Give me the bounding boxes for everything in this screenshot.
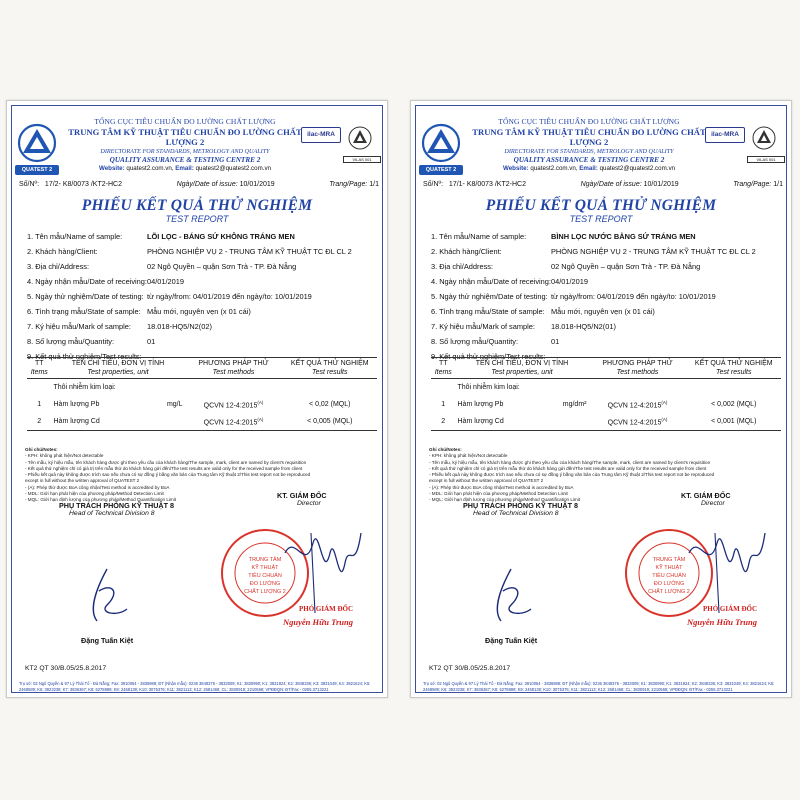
org-line-4: QUALITY ASSURANCE & TESTING CENTRE 2 [109,156,261,164]
table-row [27,413,377,431]
form-code: KT2 QT 30/B.05/25.8.2017 [429,665,511,672]
report-title [411,197,791,224]
field-row [27,274,379,289]
vilas-label: VILAS 001 [747,156,785,163]
svg-text:ĐO LƯỜNG: ĐO LƯỜNG [249,581,281,587]
row-property: Hàm lượng Pb mg/dm² [457,401,587,408]
email-link[interactable]: quatest2@quatest2.com.vn [195,165,271,172]
email-label: Email: [579,165,598,172]
org-line-2: TRUNG TÂM KỸ THUẬT TIÊU CHUẨN ĐO LƯỜNG CHẤT LƯỢNG 2 [472,127,706,147]
row-number: 2 [431,413,456,431]
svg-text:TIÊU CHUẨN: TIÊU CHUẨN [248,573,282,579]
col-property: TÊN CHỈ TIÊU, ĐƠN VỊ TÍNH Test properties, unit [456,358,589,379]
director-subtitle: Director [701,500,725,507]
group-label: Thôi nhiễm kim loại: [53,384,116,391]
note-line: except in full without the written approval of QUATEST 2 [429,478,544,484]
note-line: - Tên mẫu, ký hiệu mẫu, tên khách hàng được ghi theo yêu cầu của khách hàng/The sample, mark, client are named by client's requisition [429,459,711,465]
field-row [27,229,379,244]
org-line-1: TỔNG CỤC TIÊU CHUẨN ĐO LƯỜNG CHẤT LƯỢNG [498,117,680,126]
quatest-triangle-icon [419,123,463,165]
results-table [27,357,377,431]
field-value: 04/01/2019 [551,277,588,286]
field-label: 1. Tên mẫu/Name of sample: [27,232,123,241]
sample-fields [431,229,783,364]
svg-text:KỸ THUẬT: KỸ THUẬT [251,565,279,571]
org-line-2: TRUNG TÂM KỸ THUẬT TIÊU CHUẨN ĐO LƯỜNG CHẤT LƯỢNG 2 [68,127,302,147]
head-signature [481,561,541,631]
report-header [13,117,381,177]
contact-line [65,165,305,172]
page-number: Trang/Page: 1/1 [733,181,783,188]
ilac-mra-badge: ilac-MRA [705,127,745,143]
title-english: TEST REPORT [569,214,633,224]
table-row [431,396,781,413]
vilas-label: VILAS 001 [343,156,381,163]
note-line: - MDL: Giới hạn phát hiện của phương pháp/Method Detection Limit [429,491,568,497]
field-label: 4. Ngày nhận mẫu/Date of receiving: [27,277,147,286]
quatest-logo [419,123,463,175]
row-result: < 0,005 (MQL) [283,413,378,431]
table-group-row [431,379,781,397]
field-label: 4. Ngày nhận mẫu/Date of receiving: [431,277,551,286]
col-method: PHƯƠNG PHÁP THỬ Test methods [185,358,283,379]
sample-fields [27,229,379,364]
svg-text:ĐO LƯỜNG: ĐO LƯỜNG [653,581,685,587]
director-title: KT. GIÁM ĐỐC [277,491,327,500]
director-title: KT. GIÁM ĐỐC [681,491,731,500]
field-label: 6. Tình trạng mẫu/State of sample: [27,307,141,316]
svg-text:TRUNG TÂM: TRUNG TÂM [248,557,282,563]
table-group-row [27,379,377,397]
field-label: 7. Ký hiệu mẫu/Mark of sample: [27,322,131,331]
svg-text:KỸ THUẬT: KỸ THUẬT [655,565,683,571]
field-value: từ ngày/from: 04/01/2019 đến ngày/to: 10/01/2019 [147,292,312,301]
notes-heading: Ghi chú/Notes: [25,447,58,452]
test-report-left [6,100,388,698]
field-value: 01 [147,337,156,346]
note-line: - (A): Phép thử được BoA công nhận/Test method is accredited by BoA [429,484,574,490]
quatest-triangle-icon [15,123,59,165]
deputy-title: PHÓ GIÁM ĐỐC [299,605,354,613]
field-label: 8. Số lượng mẫu/Quantity: [431,337,519,346]
accreditation-badges [705,125,785,165]
field-value: 02 Ngô Quyền – quận Sơn Trà - TP. Đà Nẵng [551,262,701,271]
field-value: Mẫu mới, nguyên vẹn (x 01 cái) [551,307,655,316]
note-line: - (A): Phép thử được BoA công nhận/Test method is accredited by BoA [25,484,170,490]
director-subtitle: Director [297,500,321,507]
row-method: QCVN $12-4:2015^{(A)}$ [607,399,668,410]
field-label: 7. Ký hiệu mẫu/Mark of sample: [431,322,535,331]
email-label: Email: [175,165,194,172]
note-line: - MQL: Giới hạn định lượng của phương pháp/Method Quantification Limit [429,497,581,503]
org-line-3: DIRECTORATE FOR STANDARDS, METROLOGY AND QUALITY [504,148,674,155]
svg-text:CHẤT LƯỢNG 2: CHẤT LƯỢNG 2 [648,589,690,595]
deputy-title: PHÓ GIÁM ĐỐC [703,605,758,613]
row-method: QCVN $12-4:2015^{(A)}$ [589,413,687,431]
field-value: LÕI LỌC - BÁNG SỨ KHÔNG TRÁNG MEN [147,232,295,241]
field-label: 2. Khách hàng/Client: [431,247,502,256]
col-tt: TT Items [431,358,456,379]
head-subtitle: Head of Technical Division 8 [69,510,155,517]
logo-label: QUATEST 2 [419,165,463,175]
note-line: - KPH: không phát hiện/Not detectable [429,453,508,459]
field-label: 9. Kết quả thử nghiệm/Test results: [27,352,142,361]
field-row [431,334,783,349]
col-method: PHƯƠNG PHÁP THỬ Test methods [589,358,687,379]
head-signature [77,561,137,631]
report-title [7,197,387,224]
field-row [431,259,783,274]
field-value: 04/01/2019 [147,277,184,286]
org-line-3: DIRECTORATE FOR STANDARDS, METROLOGY AND QUALITY [100,148,270,155]
website-link[interactable]: quatest2.com.vn, [530,165,578,172]
org-line-1: TỔNG CỤC TIÊU CHUẨN ĐO LƯỜNG CHẤT LƯỢNG [94,117,276,126]
note-line: - MDL: Giới hạn phát hiện của phương pháp/Method Detection Limit [25,491,164,497]
website-link[interactable]: quatest2.com.vn, [126,165,174,172]
field-label: 1. Tên mẫu/Name of sample: [431,232,527,241]
field-row [27,289,379,304]
note-line: except in full without the written approval of QUATEST 2 [25,478,140,484]
col-result: KẾT QUẢ THỬ NGHIỆM Test results [687,358,782,379]
logo-label: QUATEST 2 [15,165,59,175]
field-label: 8. Số lượng mẫu/Quantity: [27,337,115,346]
contact-line [469,165,709,172]
row-property: Hàm lượng Pb mg/L [53,401,183,408]
row-method: QCVN $12-4:2015^{(A)}$ [185,413,283,431]
report-meta [19,181,379,188]
field-value: PHÒNG NGHIỆP VỤ 2 - TRUNG TÂM KỸ THUẬT TC ĐL CL 2 [551,247,756,256]
field-label: 3. Địa chỉ/Address: [431,262,494,271]
title-vietnamese: PHIẾU KẾT QUẢ THỬ NGHIỆM [485,197,717,214]
quatest-logo [15,123,59,175]
field-label: 3. Địa chỉ/Address: [27,262,90,271]
col-tt: TT Items [27,358,52,379]
deputy-name: Nguyễn Hữu Trung [687,617,757,627]
vilas-emblem-icon [347,125,373,155]
form-code: KT2 QT 30/B.05/25.8.2017 [25,665,107,672]
report-header [417,117,785,177]
footer-contacts: Trụ sở: 02 Ngô Quyền & 97 Lý Thái Tổ - Đà Nẵng; Fax: 3910064 - 3836988; ĐT (Nhận mẫu): 0236 3848376 - 3833009; K1: 3830990; K1: 3831824; K2: 3848336; K3: 3831049; K4: 3821624; K5: 2468589; K6: 3923238; K7: 3836367; K8: 6278889; K9: 2468139; K10: 3075376; K11: 3821113; K12: 2681468; CL: 3830919; 2210568; VPĐĐQN: ĐT/Fax - 0255.3713221 [19,681,371,692]
row-property: Hàm lượng Cd [52,413,185,431]
title-vietnamese: PHIẾU KẾT QUẢ THỬ NGHIỆM [81,197,313,214]
test-report-right [410,100,792,698]
field-value: 01 [551,337,560,346]
field-label: 6. Tình trạng mẫu/State of sample: [431,307,545,316]
field-row [431,244,783,259]
field-row [431,274,783,289]
issue-date: Ngày/Date of issue: 10/01/2019 [176,181,275,188]
ilac-mra-badge: ilac-MRA [301,127,341,143]
report-meta [423,181,783,188]
field-row [27,334,379,349]
head-name: Đặng Tuấn Kiệt [485,636,538,645]
note-line: - MQL: Giới hạn định lượng của phương pháp/Method Quantification Limit [25,497,177,503]
accreditation-badges [301,125,381,165]
footer-contacts: Trụ sở: 02 Ngô Quyền & 97 Lý Thái Tổ - Đà Nẵng; Fax: 3910064 - 3836988; ĐT (Nhận mẫu): 0236 3848376 - 3833009; K1: 3830990; K1: 3831824; K2: 3848336; K3: 3831049; K4: 3821624; K5: 2468589; K6: 3923238; K7: 3836367; K8: 6278889; K9: 2468139; K10: 3075376; K11: 3821113; K12: 2681468; CL: 3830919; 2210568; VPĐĐQN: ĐT/Fax - 0255.3713221 [423,681,775,692]
vilas-emblem-icon [751,125,777,155]
col-result: KẾT QUẢ THỬ NGHIỆM Test results [283,358,378,379]
field-row [27,319,379,334]
field-row [431,319,783,334]
title-english: TEST REPORT [165,214,229,224]
organization-block [65,117,305,172]
page-number: Trang/Page: 1/1 [329,181,379,188]
row-number: 1 [37,401,42,408]
row-property: Hàm lượng Cd [456,413,589,431]
field-value: 18.018-HQ5/N2(02) [147,322,212,331]
notes-heading: Ghi chú/Notes: [429,447,462,452]
field-value: 02 Ngô Quyền – quận Sơn Trà - TP. Đà Nẵng [147,262,297,271]
note-line: - Kết quả thử nghiệm chỉ có giá trị trên mẫu thử do khách hàng gửi đến/The test results are valid only for the received sample from client [429,465,707,471]
row-result: < 0,02 (MQL) [309,401,351,408]
note-line: - Phiếu kết quả này không được trích sao nếu chưa có sự đồng ý bằng văn bản của Trung tâm Kỹ thuật 2/This test report not be reproduced [429,472,715,478]
table-row [431,413,781,431]
issue-date: Ngày/Date of issue: 10/01/2019 [580,181,679,188]
field-label: 5. Ngày thử nghiệm/Date of testing: [27,292,144,301]
table-row [27,396,377,413]
svg-text:TRUNG TÂM: TRUNG TÂM [652,557,686,563]
results-table [431,357,781,431]
field-label: 5. Ngày thử nghiệm/Date of testing: [431,292,548,301]
svg-text:TIÊU CHUẨN: TIÊU CHUẨN [652,573,686,579]
col-property: TÊN CHỈ TIÊU, ĐƠN VỊ TÍNH Test properties, unit [52,358,185,379]
field-value: 18.018-HQ5/N2(01) [551,322,616,331]
field-row [431,289,783,304]
organization-block [469,117,709,172]
website-label: Website: [99,165,125,172]
note-line: - Tên mẫu, ký hiệu mẫu, tên khách hàng được ghi theo yêu cầu của khách hàng/The sample, mark, client are named by client's requisition [25,459,307,465]
row-result: < 0,002 (MQL) [711,401,757,408]
head-subtitle: Head of Technical Division 8 [473,510,559,517]
report-number: Số/Nº: 17/2- K8/0073 /KT2-HC2 [19,181,122,188]
svg-text:CHẤT LƯỢNG 2: CHẤT LƯỢNG 2 [244,589,286,595]
note-line: - Phiếu kết quả này không được trích sao nếu chưa có sự đồng ý bằng văn bản của Trung tâm Kỹ thuật 2/This test report not be reproduced [25,472,311,478]
row-number: 1 [441,401,446,408]
row-result: < 0,001 (MQL) [687,413,782,431]
report-number: Số/Nº: 17/1- K8/0073 /KT2-HC2 [423,181,526,188]
note-line: - Kết quả thử nghiệm chỉ có giá trị trên mẫu thử do khách hàng gửi đến/The test results are valid only for the received sample from client [25,465,303,471]
note-line: - KPH: không phát hiện/Not detectable [25,453,104,459]
head-title: PHỤ TRÁCH PHÒNG KỸ THUẬT 8 [59,501,175,510]
field-value: từ ngày/from: 04/01/2019 đến ngày/to: 10/01/2019 [551,292,716,301]
org-line-4: QUALITY ASSURANCE & TESTING CENTRE 2 [513,156,665,164]
field-row [431,304,783,319]
group-label: Thôi nhiễm kim loại: [457,384,520,391]
head-title: PHỤ TRÁCH PHÒNG KỸ THUẬT 8 [463,501,579,510]
field-value: Mẫu mới, nguyên vẹn (x 01 cái) [147,307,251,316]
field-row [27,259,379,274]
deputy-name: Nguyễn Hữu Trung [283,617,353,627]
field-value: BÌNH LỌC NƯỚC BẰNG SỨ TRÁNG MEN [551,232,696,241]
email-link[interactable]: quatest2@quatest2.com.vn [599,165,675,172]
field-row [431,229,783,244]
website-label: Website: [503,165,529,172]
row-number: 2 [27,413,52,431]
head-name: Đặng Tuấn Kiệt [81,636,134,645]
field-row [27,304,379,319]
field-label: 9. Kết quả thử nghiệm/Test results: [431,352,546,361]
field-row [27,244,379,259]
field-label: 2. Khách hàng/Client: [27,247,98,256]
field-value: PHÒNG NGHIỆP VỤ 2 - TRUNG TÂM KỸ THUẬT TC ĐL CL 2 [147,247,352,256]
row-method: QCVN $12-4:2015^{(A)}$ [203,399,264,410]
